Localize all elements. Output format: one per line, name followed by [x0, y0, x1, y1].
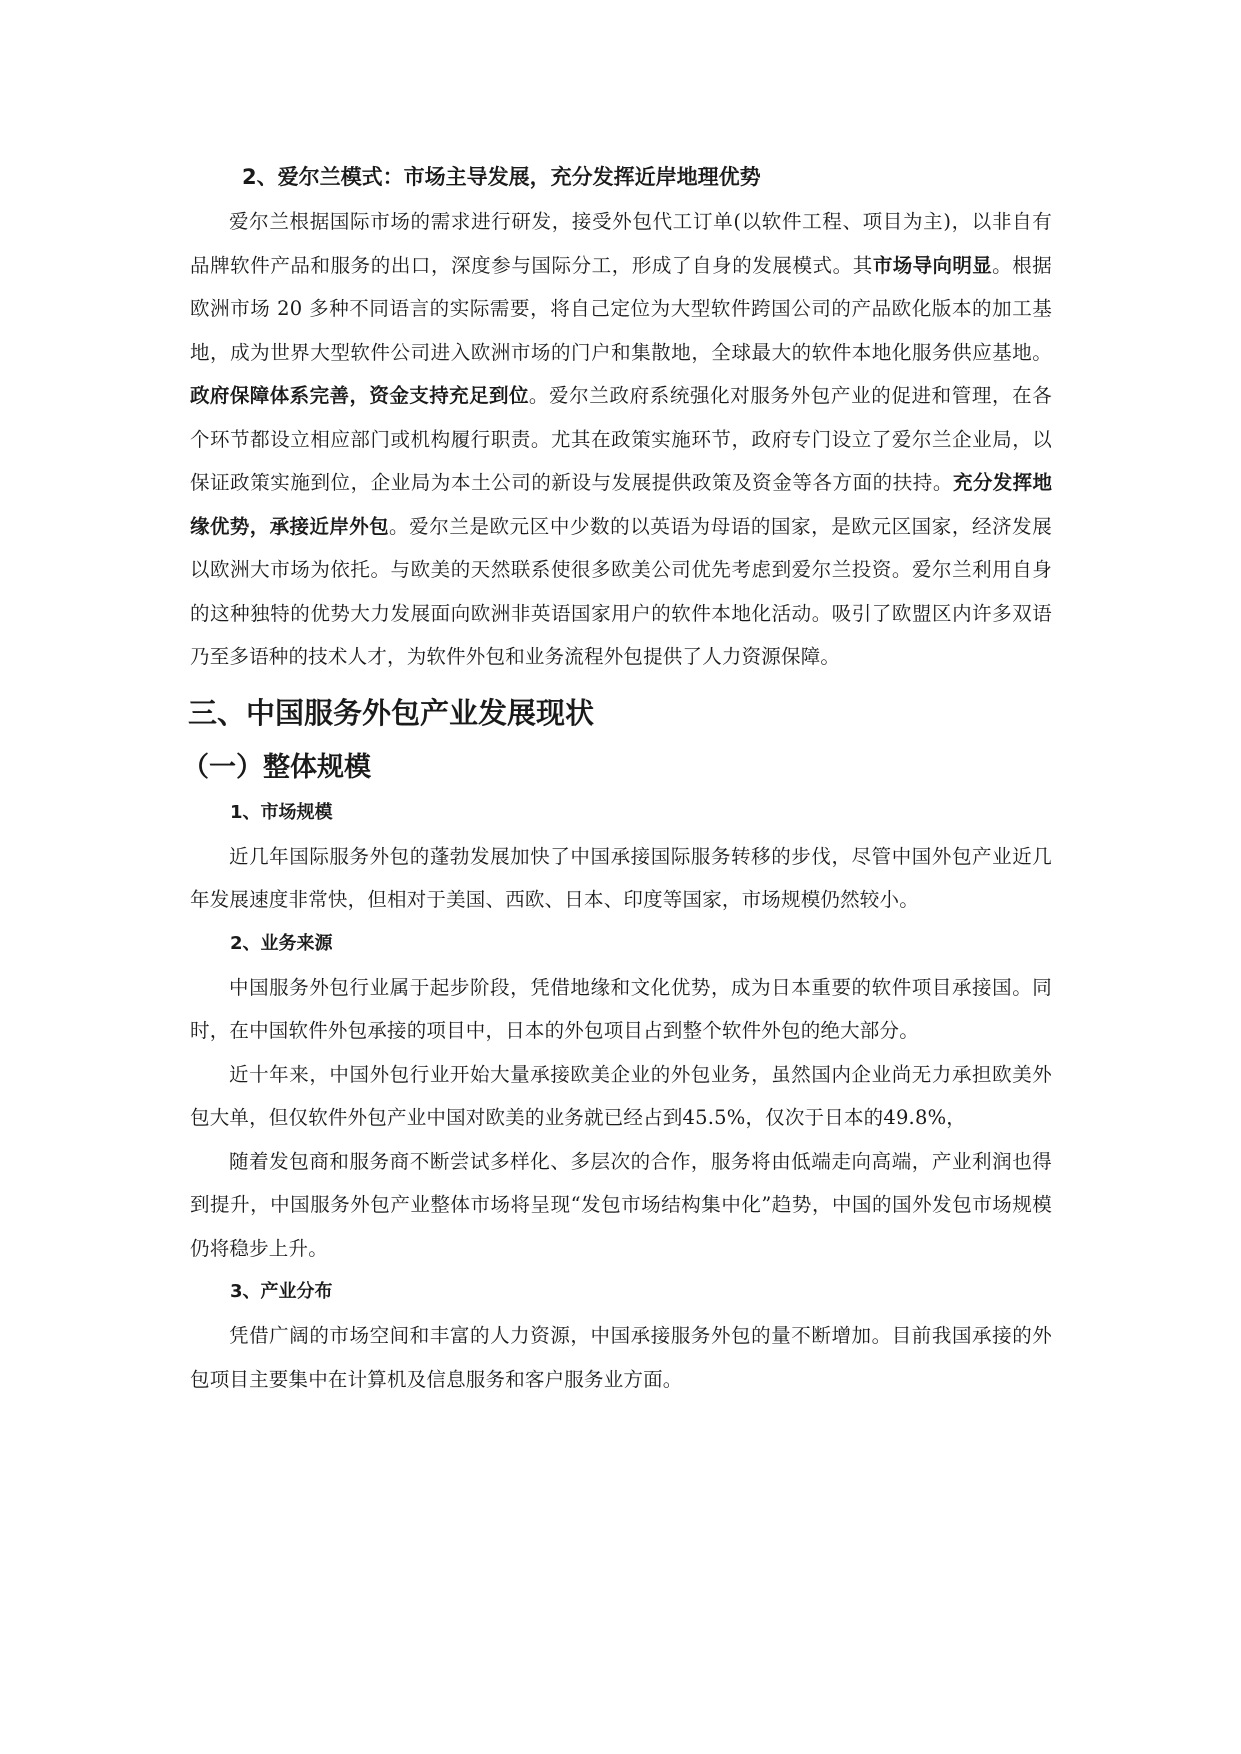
business-source-paragraph-1: 中国服务外包行业属于起步阶段，凭借地缘和文化优势，成为日本重要的软件项目承接国。同时，在中国软件外包承接的项目中，日本的外包项目占到整个软件外包的绝大部分。 [190, 975, 1052, 1042]
business-source-paragraph-3: 随着发包商和服务商不断尝试多样化、多层次的合作，服务将由低端走向高端，产业利润也得到提升，中国服务外包产业整体市场将呈现“发包市场结构集中化”趋势，中国的国外发包市场规模仍将稳步上升。 [190, 1149, 1052, 1260]
ireland-bold-geographic-advantage: 充分发挥地缘优势，承接近岸外包 [190, 471, 1052, 538]
ireland-bold-market-oriented: 市场导向明显 [872, 253, 993, 277]
business-source-heading: 2、业务来源 [230, 932, 333, 954]
industry-distribution-heading: 3、产业分布 [230, 1281, 333, 1302]
industry-distribution-paragraph: 凭借广阔的市场空间和丰富的人力资源，中国承接服务外包的量不断增加。目前我国承接的外包项目主要集中在计算机及信息服务和客户服务业方面。 [190, 1324, 1052, 1391]
ireland-text-2: 。根据欧洲市场 20 多种不同语言的实际需要，将自己定位为大型软件跨国公司的产品欧化版本的加工基地，成为世界大型软件公司进入欧洲市场的门户和集散地，全球最大的软件本地化服务供应基地。 [190, 253, 1052, 364]
ireland-text-1: 爱尔兰根据国际市场的需求进行研发，接受外包代工订单(以软件工程、项目为主)，以非自有品牌软件产品和服务的出口，深度参与国际分工，形成了自身的发展模式。其 [190, 210, 1052, 277]
ireland-model-heading: 2、爱尔兰模式：市场主导发展，充分发挥近岸地理优势 [242, 165, 761, 189]
ireland-bold-government-support: 政府保障体系完善，资金支持充足到位 [190, 384, 529, 407]
ireland-paragraph [190, 200, 1052, 679]
overall-scale-heading: （一）整体规模 [182, 751, 371, 783]
market-scale-heading: 1、市场规模 [230, 801, 333, 823]
document-page [182, 150, 1052, 1401]
china-section-heading: 三、中国服务外包产业发展现状 [188, 695, 595, 730]
business-source-paragraph-2: 近十年来，中国外包行业开始大量承接欧美企业的外包业务，虽然国内企业尚无力承担欧美外包大单，但仅软件外包产业中国对欧美的业务就已经占到45.5%，仅次于日本的49.8%， [190, 1062, 1052, 1129]
ireland-text-4: 。爱尔兰是欧元区中少数的以英语为母语的国家，是欧元区国家，经济发展以欧洲大市场为依托。与欧美的天然联系使很多欧美公司优先考虑到爱尔兰投资。爱尔兰利用自身的这种独特的优势大力发展面向欧洲非英语国家用户的软件本地化活动。吸引了欧盟区内许多双语乃至多语种的技术人才，为软件外包和业务流程外包提供了人力资源保障。 [190, 514, 1052, 668]
market-scale-paragraph: 近几年国际服务外包的蓬勃发展加快了中国承接国际服务转移的步伐，尽管中国外包产业近几年发展速度非常快，但相对于美国、西欧、日本、印度等国家，市场规模仍然较小。 [190, 844, 1052, 911]
ireland-text-3: 。爱尔兰政府系统强化对服务外包产业的促进和管理，在各个环节都设立相应部门或机构履行职责。尤其在政策实施环节，政府专门设立了爱尔兰企业局，以保证政策实施到位，企业局为本土公司的新设与发展提供政策及资金等各方面的扶持。 [190, 384, 1052, 494]
